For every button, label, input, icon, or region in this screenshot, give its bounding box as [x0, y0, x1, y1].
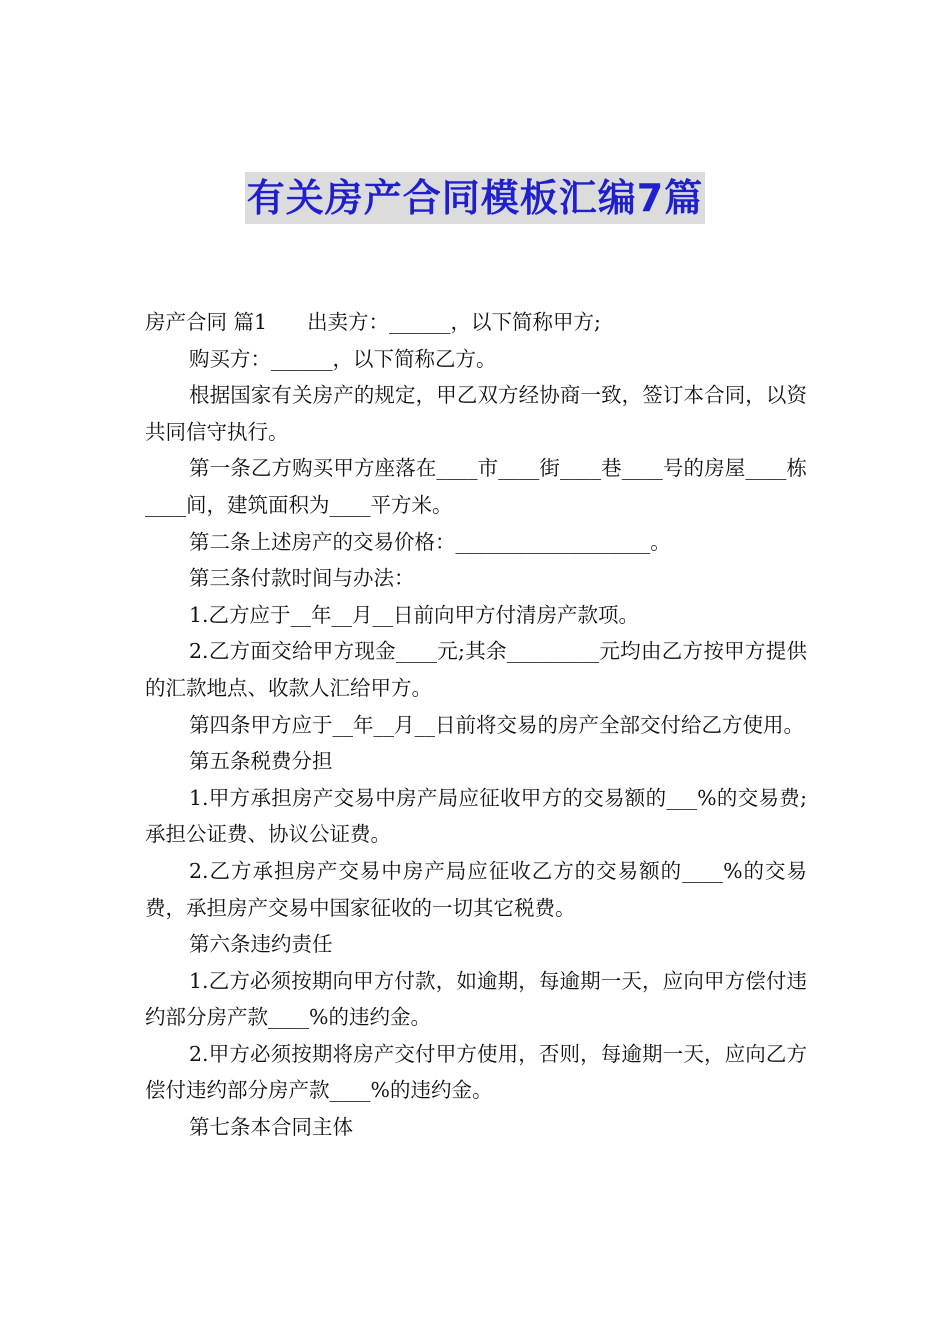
- paragraph: 第一条乙方购买甲方座落在____市____街____巷____号的房屋____栋____间，建筑面积为____平方米。: [145, 456, 807, 517]
- paragraph: 第七条本合同主体: [189, 1115, 353, 1140]
- document-body: [145, 304, 807, 1146]
- paragraph: 1.乙方必须按期向甲方付款，如逾期，每逾期一天，应向甲方偿付违约部分房产款____%的违约金。: [145, 968, 807, 1030]
- document-title: 有关房产合同模板汇编7篇: [245, 172, 705, 224]
- paragraph: 1.甲方承担房产交易中房产局应征收甲方的交易额的___%的交易费;承担公证费、协议公证费。: [145, 785, 807, 847]
- section-heading: 房产合同 篇1: [145, 310, 268, 334]
- paragraph: 第四条甲方应于__年__月__日前将交易的房产全部交付给乙方使用。: [189, 712, 804, 737]
- paragraph: 第二条上述房产的交易价格：___________________。: [189, 529, 671, 554]
- first-paragraph: [145, 304, 807, 341]
- paragraph: 2.乙方承担房产交易中房产局应征收乙方的交易额的____%的交易费，承担房产交易中国家征收的一切其它税费。: [145, 858, 807, 920]
- paragraph: 购买方：______，以下简称乙方。: [189, 346, 497, 371]
- paragraph: 第六条违约责任: [189, 932, 333, 957]
- paragraph: 2.甲方必须按期将房产交付甲方使用，否则，每逾期一天，应向乙方偿付违约部分房产款____%的违约金。: [145, 1041, 807, 1103]
- paragraph: 1.乙方应于__年__月__日前向甲方付清房产款项。: [189, 602, 640, 627]
- paragraph: 第五条税费分担: [189, 749, 333, 774]
- seller-line: 出卖方：______，以下简称甲方;: [307, 310, 601, 334]
- title-container: [0, 172, 950, 224]
- paragraph: 第三条付款时间与办法：: [189, 566, 415, 591]
- paragraph: 根据国家有关房产的规定，甲乙双方经协商一致，签订本合同，以资共同信守执行。: [145, 383, 807, 444]
- paragraph: 2.乙方面交给甲方现金____元;其余_________元均由乙方按甲方提供的汇款地点、收款人汇给甲方。: [145, 639, 807, 700]
